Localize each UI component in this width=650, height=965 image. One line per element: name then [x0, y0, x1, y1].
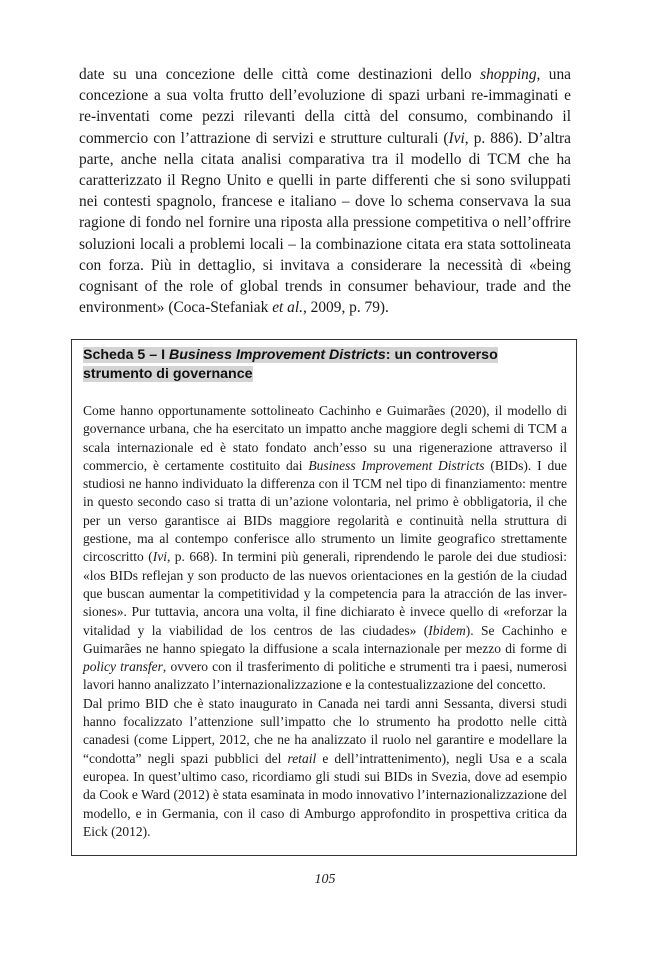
box-text-span: e dell’intrattenimento), negli Usa e a scala europea. In quest’ultimo caso, ricordiamo gli studi sui BIDs in Svezia, dove ad esempio da Cook e Ward (2012) è stata esaminata in modo innovativo l’internazionalizzazione del modello, e in Germania, con il caso di Amburgo approfondito in prospettiva critica da Eick (2012).	[83, 750, 567, 839]
box-paragraph-2	[83, 695, 567, 841]
box-text-span: , ovvero con il trasferimento di politiche e strumenti tra i paesi, numerosi lavori hanno analizzato l’internazionalizzazione e la contestualizzazione del concetto.	[83, 659, 567, 693]
italic-term: shopping	[480, 66, 537, 83]
page-number: 105	[314, 872, 336, 887]
italic-citation: et al.	[272, 299, 303, 317]
box-title-highlight	[83, 347, 498, 382]
box-text-span: Come hanno opportunamente sottolineato Cachinho e Guimarães (2020), il modello di governance urbana, che ha esercitato un impatto anche maggiore degli schemi di TCM a scala internazionale ed è stato fondato anch’esso su una rigenerazione attraverso il commercio, è certamente costituito dai	[83, 403, 567, 473]
italic-term: Business Improvement Districts	[308, 457, 485, 473]
box-text-span: Dal primo BID che è stato inaugurato in Canada nei tardi anni Sessanta, diversi studi hanno focalizzato l’attenzione sull’impatto che lo strumento ha prodotto nelle città canadesi (come Lippert, 2012, che ne ha analizzato il ruolo nel garantire e modellare la “condotta” negli spazi pubblici del	[83, 695, 567, 766]
box-paragraph-1	[83, 402, 567, 695]
box-body	[83, 402, 567, 841]
italic-citation: Ivi	[152, 549, 167, 565]
italic-term: policy transfer	[83, 659, 163, 675]
italic-citation: Ibidem	[428, 622, 466, 638]
box-text-span: , p. 668). In termini più generali, riprendendo le parole dei due studiosi: «los BIDs reflejan y son producto de las nuevos orientaciones en la gestión de la ciudad que buscan aumentar la competitividad y la competencia para la atracción de las inver-siones». Pur tuttavia, ancora una volta, il fine dichiarato è invece quello di «reforzar la vitalidad y la viabilidad de los centros de las ciudades» (	[83, 549, 567, 638]
box-title-span: Scheda 5 – I	[83, 347, 169, 363]
box-title-italic: Business Improvement Districts	[168, 347, 386, 363]
italic-term: retail	[287, 750, 317, 766]
box-text-span: (BIDs). I due studiosi ne hanno individuato la differenza con il TCM nel tipo di finanziamento: mentre in questo secondo caso si tratta di un’azione volontaria, nel primo è obbligatoria, il che per un verso garantisce ai BIDs maggiore regolarità e continuità nella struttura di gestione, ma al contempo conferisce allo strumento un limite geografico strettamente circoscritto (	[83, 457, 568, 565]
main-text-span: , 2009, p. 79).	[302, 299, 389, 317]
box-text-span: ). Se Cachinho e Guimarães ne hanno spiegato la diffusione a scala internazionale per mezzo di forme di	[83, 622, 567, 656]
italic-citation: Ivi	[448, 129, 465, 147]
main-text-span: , una concezione a sua volta frutto dell’evoluzione di spazi urbani re-immaginati e re-inventati come pezzi rilevanti della città del consumo, combinando il commercio con l’attrazione di servizi e strutture culturali (	[79, 66, 571, 147]
box-title	[83, 346, 567, 384]
main-paragraph	[79, 64, 571, 318]
main-text-span: date su una concezione delle città come destinazioni dello	[79, 66, 481, 83]
main-text-span: , p. 886). D’altra parte, anche nella citata analisi comparativa tra il modello di TCM che ha caratterizzato il Regno Unito e quelli in parte differenti che si sono sviluppati nei contesti spagnolo, francese e italiano – dove lo schema conservava la sua ragione di fondo nel fornire una riposta alla pressione competitiva o nell’offrire soluzioni locali a problemi locali – la combinazione citata era stata sottolineata con forza. Più in dettaglio, si invitava a considerare la necessità di «being cognisant of the role of global trends in consumer behaviour, trade and the environment» (Coca-Stefaniak	[79, 129, 571, 317]
box-title-span: : un controverso strumento di governance	[83, 347, 498, 382]
